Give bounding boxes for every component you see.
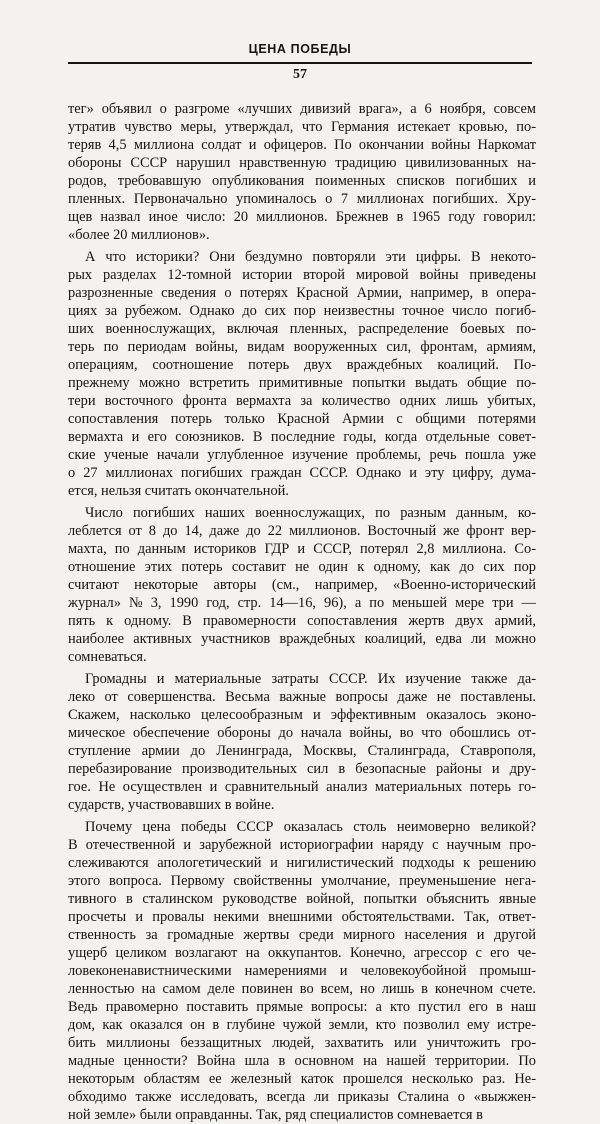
text-line: некоторым областям ее железный каток прошелся несколько раз. Не- (68, 1071, 536, 1087)
text-line: мическое обеспечение обороны до начала войны, во что обошлись от- (68, 725, 536, 741)
text-line: утратив чувство меры, утверждал, что Германия истекает кровью, по- (68, 119, 536, 135)
text-line: вермахта и его союзников. В последние годы, когда отдельные совет- (68, 429, 536, 445)
text-line: пленных. Первоначально упоминалось о 7 миллионах погибших. Хру- (68, 191, 536, 207)
text-line: родов, требовавшую опубликования поименных списков погибших и (68, 173, 536, 189)
body-text (68, 100, 536, 1124)
text-line: ется, нельзя считать окончательной. (68, 483, 289, 499)
text-line: ственность за громадные жертвы среди мирного населения и другой (68, 927, 536, 943)
text-line: А что историки? Они бездумно повторяли эти цифры. В некото- (85, 249, 536, 265)
text-line: пять к одному. В правомерности сопоставления жертв двух армий, (68, 613, 536, 629)
text-line: бить миллионы беззащитных людей, захватить или уничтожить гро- (68, 1035, 536, 1051)
text-line: ские ученые начали углубленное изучение проблемы, речь пошла уже (68, 447, 536, 463)
paragraph (68, 670, 536, 814)
text-line: Число погибших наших военнослужащих, по разным данным, ко- (85, 505, 536, 521)
text-line: наиболее активных участников враждебных коалиций, едва ли можно (68, 631, 536, 647)
text-line: ленностью на самом деле повинен во всем, но лишь в конечном счете. (68, 981, 536, 997)
text-line: Громадны и материальные затраты СССР. Их изучение также да- (85, 671, 536, 687)
text-line: циях за рубежом. Однако до сих пор неизвестны точное число погиб- (68, 303, 536, 319)
text-line: прежнему можно встретить примитивные попытки выдать общие по- (68, 375, 536, 391)
text-line: гое. Не осуществлен и сравнительный анализ материальных потерь го- (68, 779, 536, 795)
text-line: леблется от 8 до 14, даже до 22 миллионов. Восточный же фронт вер- (68, 523, 536, 539)
text-line: мадные ценности? Война шла в основном на нашей территории. По (68, 1053, 536, 1069)
page-number: 57 (293, 67, 307, 82)
text-line: теряв 4,5 миллиона солдат и офицеров. По окончании войны Наркомат (68, 137, 536, 153)
text-line: махта, по данным историков ГДР и СССР, потерял 2,8 миллиона. Со- (68, 541, 536, 557)
text-line: Скажем, насколько целесообразным и эффективным оказалось эконо- (68, 707, 536, 723)
paragraph (68, 248, 536, 500)
text-line: ших военнослужащих, включая пленных, распределение боевых по- (68, 321, 536, 337)
text-line: обходимо также исследовать, всегда ли приказы Сталина о «выжжен- (68, 1089, 536, 1105)
text-line: «более 20 миллионов». (68, 227, 210, 243)
running-title: ЦЕНА ПОБЕДЫ (248, 42, 352, 56)
text-line: терь по периодам войны, видам вооруженных сил, фронтам, армиям, (68, 339, 536, 355)
text-line: сударств, участвовавших в войне. (68, 797, 275, 813)
text-line: щев назвал иное число: 20 миллионов. Брежнев в 1965 году говорил: (68, 209, 536, 225)
text-line: разрозненные сведения о потерях Красной Армии, например, в опера- (68, 285, 536, 301)
text-line: слеживаются апологетический и нигилистический подходы к решению (68, 855, 536, 871)
text-line: ущерб целиком возлагают на оккупантов. Конечно, агрессор с его че- (68, 945, 536, 961)
text-line: операциям, соотношение потерь двух враждебных коалиций. По- (68, 357, 536, 373)
text-line: журнал» № 3, 1990 год, стр. 14—16, 96), а по меньшей мере три — (68, 595, 536, 611)
header-rule (68, 62, 532, 64)
text-line: этого вопроса. Первому свойственны умолчание, преуменьшение нега- (68, 873, 536, 889)
text-line: дом, как оказался он в глубине чужой земли, кто позволил ему истре- (68, 1017, 536, 1033)
text-line: сомневаться. (68, 649, 147, 665)
text-line: В отечественной и зарубежной историографии наряду с научным про- (68, 837, 536, 853)
paragraph (68, 100, 536, 244)
text-line: о 27 миллионах погибших граждан СССР. Однако и эту цифру, дума- (68, 465, 536, 481)
text-line: обороны СССР нарушил нравственную традицию цивилизованных на- (68, 155, 536, 171)
text-line: леко от совершенства. Весьма важные вопросы даже не поставлены. (68, 689, 536, 705)
paragraph (68, 504, 536, 666)
text-line: ной земле» были оправданны. Так, ряд специалистов сомневается в (68, 1107, 483, 1123)
text-line: сопоставления потерь только Красной Армии с общими потерями (68, 411, 536, 427)
text-line: тери восточного фронта вермахта за количество одних лишь убитых, (68, 393, 536, 409)
text-line: Ведь правомерно поставить прямые вопросы: а кто пустил его в наш (68, 999, 536, 1015)
text-line: просчеты и провалы некими внешними обстоятельствами. Так, ответ- (68, 909, 536, 925)
paragraph (68, 818, 536, 1124)
text-line: отношение этих потерь составит не один к одному, как до сих пор (68, 559, 536, 575)
text-line: тивного в сталинском руководстве войной, попытки объяснить явные (68, 891, 536, 907)
text-line: Почему цена победы СССР оказалась столь неимоверно великой? (85, 819, 536, 835)
text-line: перебазирование производительных сил в безопасные районы и дру- (68, 761, 536, 777)
text-line: тег» объявил о разгроме «лучших дивизий врага», а 6 ноября, совсем (68, 101, 536, 117)
text-line: ступление армии до Ленинграда, Москвы, Сталинграда, Ставрополя, (68, 743, 536, 759)
text-line: считают некоторые авторы (см., например, «Военно-исторический (68, 577, 536, 593)
text-line: рых разделах 12-томной истории второй мировой войны приведены (68, 267, 536, 283)
text-line: ловеконенавистническими намерениями и человекоубойной промыш- (68, 963, 536, 979)
